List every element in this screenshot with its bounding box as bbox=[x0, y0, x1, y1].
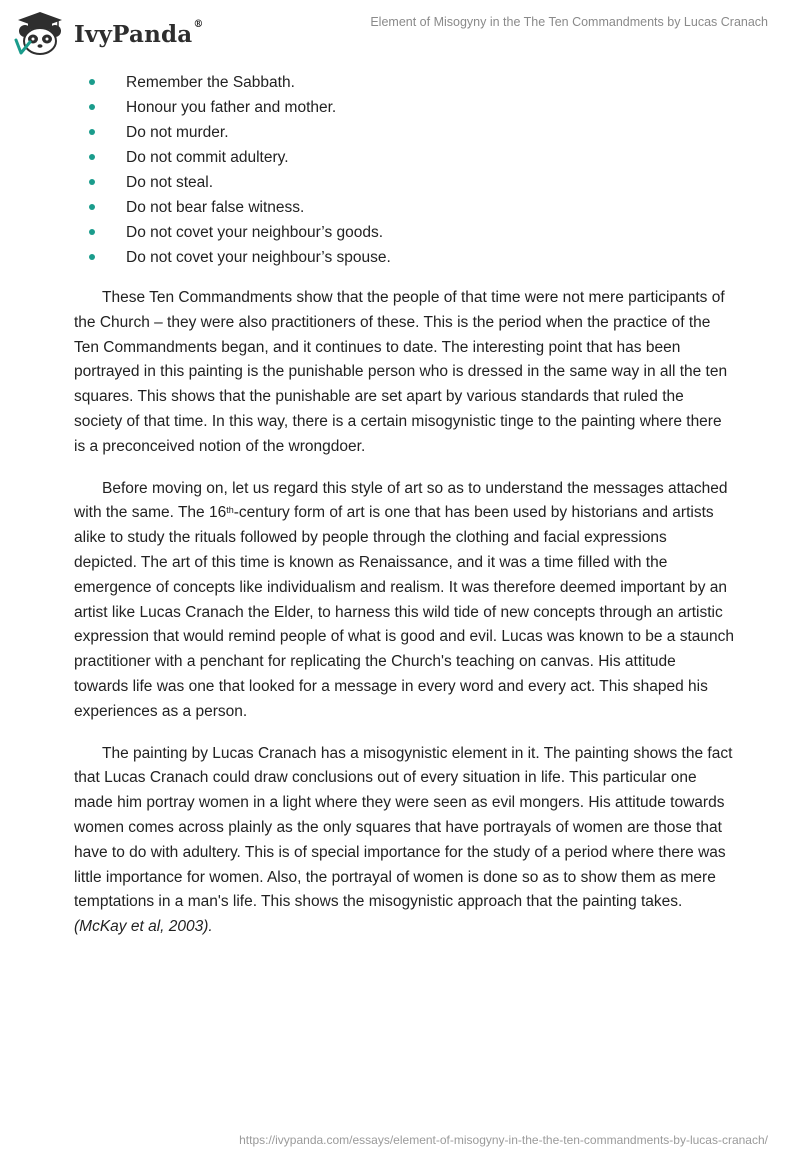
paragraph-renaissance-style bbox=[74, 477, 734, 725]
list-item-text: Do not commit adultery. bbox=[126, 149, 289, 166]
list-item-text: Do not murder. bbox=[126, 124, 229, 141]
list-item-text: Do not covet your neighbour’s goods. bbox=[126, 224, 384, 241]
document-title: Element of Misogyny in the The Ten Commandments by Lucas Cranach bbox=[370, 15, 768, 29]
citation: (McKay et al, 2003). bbox=[74, 918, 213, 936]
paragraph-text: -century form of art is one that has been used by historians and artists alike to study the rituals followed by people through the clothing and facial expressions depicted. The art of this time is known as Renaissance, and it was a time filled with the emergence of concepts like individualism and realism. It was therefore deemed important by an artist like Lucas Cranach the Elder, to harness this wild tide of new concepts through an artistic expression that would remind people of what is good and evil. Lucas was known to be a staunch practitioner with a penchant for replicating the Church's teaching on canvas. His attitude towards life was one that looked for a message in every word and every act. This shaped his experiences as a person. bbox=[74, 504, 735, 720]
list-item bbox=[74, 145, 734, 170]
brand-name: IvyPanda® bbox=[74, 18, 204, 48]
list-item bbox=[74, 195, 734, 220]
ordinal-suffix: th bbox=[226, 505, 234, 516]
paragraph-text: The painting by Lucas Cranach has a misogynistic element in it. The painting shows the fact that Lucas Cranach could draw conclusions out of every situation in life. This particular one made him portray women in a light where they were seen as evil mongers. His attitude towards women comes across plainly as the only squares that have portrayals of women are those that have to do with adultery. This is of special importance for the study of a period where there was little importance for women. Also, the portrayal of women is done so as to show them as mere temptations in a man's life. This shows the misogynistic approach that the painting takes. bbox=[74, 744, 733, 911]
bullet-dot-icon bbox=[89, 104, 95, 110]
list-item-text: Do not bear false witness. bbox=[126, 199, 305, 216]
list-item-text: Do not steal. bbox=[126, 174, 214, 191]
bullet-dot-icon bbox=[89, 229, 95, 235]
list-item-text: Do not covet your neighbour’s spouse. bbox=[126, 249, 391, 266]
list-item bbox=[74, 70, 734, 95]
list-item-text: Honour you father and mother. bbox=[126, 99, 337, 116]
bullet-dot-icon bbox=[89, 79, 95, 85]
commandments-list bbox=[74, 70, 734, 270]
essay-content bbox=[74, 70, 734, 940]
panda-graduate-icon bbox=[14, 10, 66, 58]
bullet-dot-icon bbox=[89, 129, 95, 135]
bullet-dot-icon bbox=[89, 204, 95, 210]
list-item bbox=[74, 120, 734, 145]
list-item bbox=[74, 170, 734, 195]
list-item bbox=[74, 245, 734, 270]
paragraph-text: Before moving on, let us regard this style of art so as to understand the messages attached with the same. The 16 bbox=[74, 479, 728, 522]
paragraph-ten-commandments: These Ten Commandments show that the people of that time were not mere participants of the Church – they were also practitioners of these. This is the period when the practice of the Ten Commandments began, and it continues to date. The interesting point that has been portrayed in this painting is the punishable person who is dressed in the same way in all the ten squares. This shows that the punishable are set apart by various standards that ruled the society of that time. In this way, there is a certain misogynistic tinge to the painting where there is a preconceived notion of the wrongdoer. bbox=[74, 289, 728, 455]
source-url[interactable]: https://ivypanda.com/essays/element-of-misogyny-in-the-the-ten-commandments-by-lucas-cranach/ bbox=[239, 1133, 768, 1147]
ivypanda-logo[interactable] bbox=[14, 10, 204, 58]
bullet-dot-icon bbox=[89, 179, 95, 185]
list-item-text: Remember the Sabbath. bbox=[126, 74, 295, 91]
list-item bbox=[74, 220, 734, 245]
bullet-dot-icon bbox=[89, 154, 95, 160]
list-item bbox=[74, 95, 734, 120]
paragraph-misogynistic-element bbox=[74, 742, 734, 940]
bullet-dot-icon bbox=[89, 254, 95, 260]
registered-mark: ® bbox=[193, 18, 204, 30]
page-header bbox=[0, 0, 800, 70]
